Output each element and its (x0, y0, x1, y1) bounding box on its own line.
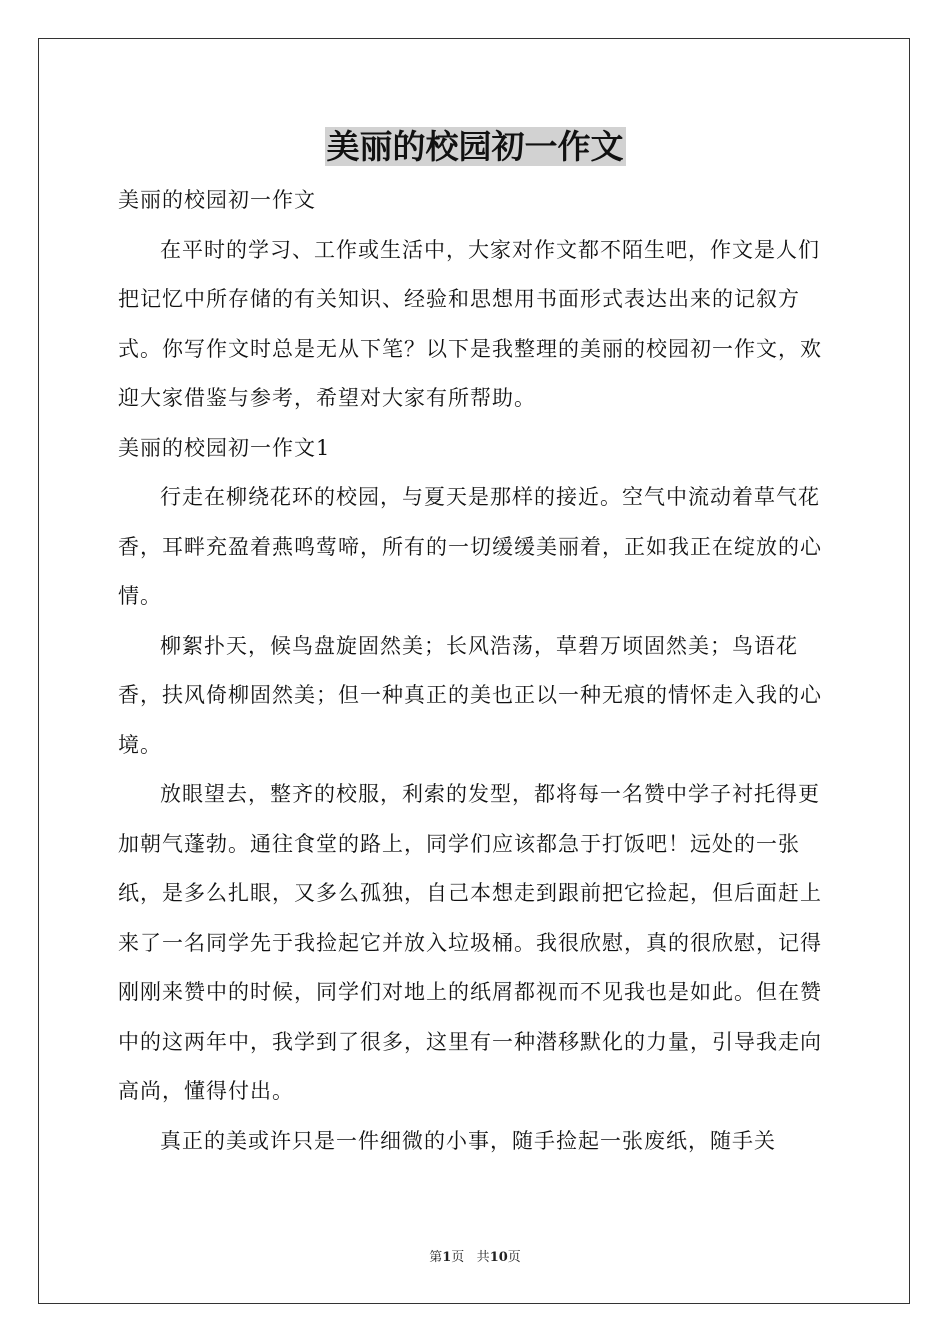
footer-total-unit: 页 (507, 1250, 521, 1265)
paragraph: 在平时的学习、工作或生活中，大家对作文都不陌生吧，作文是人们把记忆中所存储的有关知识、经验和思想用书面形式表达出来的记叙方式。你写作文时总是无从下笔？以下是我整理的美丽的校园初一作文，欢迎大家借鉴与参考，希望对大家有所帮助。 (118, 237, 822, 410)
page-number: 1 (442, 1250, 452, 1265)
paragraph: 真正的美或许只是一件细微的小事，随手捡起一张废纸，随手关 (160, 1128, 776, 1153)
footer-total-prefix: 共 (476, 1250, 490, 1265)
paragraph: 行走在柳绕花环的校园，与夏天是那样的接近。空气中流动着草气花香，耳畔充盈着燕鸣莺啼，所有的一切缓缓美丽着，正如我正在绽放的心情。 (118, 485, 822, 608)
section-heading: 美丽的校园初一作文1 (118, 435, 331, 460)
paragraph: 美丽的校园初一作文 (118, 188, 316, 212)
document-body (118, 176, 834, 1166)
footer-prefix: 第 (429, 1250, 443, 1265)
page-footer (0, 1246, 950, 1265)
paragraph: 放眼望去，整齐的校服，利索的发型，都将每一名赞中学子衬托得更加朝气蓬勃。通往食堂的路上，同学们应该都急于打饭吧！远处的一张纸，是多么扎眼，又多么孤独，自己本想走到跟前把它捡起，但后面赶上来了一名同学先于我捡起它并放入垃圾桶。我很欣慰，真的很欣慰，记得刚刚来赞中的时候，同学们对地上的纸屑都视而不见我也是如此。但在赞中的这两年中，我学到了很多，这里有一种潜移默化的力量，引导我走向高尚，懂得付出。 (118, 782, 822, 1103)
footer-page-unit: 页 (451, 1250, 465, 1265)
total-pages: 10 (489, 1250, 508, 1265)
document-title: 美丽的校园初一作文 (326, 127, 624, 166)
paragraph: 柳絮扑天，候鸟盘旋固然美；长风浩荡，草碧万顷固然美；鸟语花香，扶风倚柳固然美；但一种真正的美也正以一种无痕的情怀走入我的心境。 (118, 633, 822, 757)
